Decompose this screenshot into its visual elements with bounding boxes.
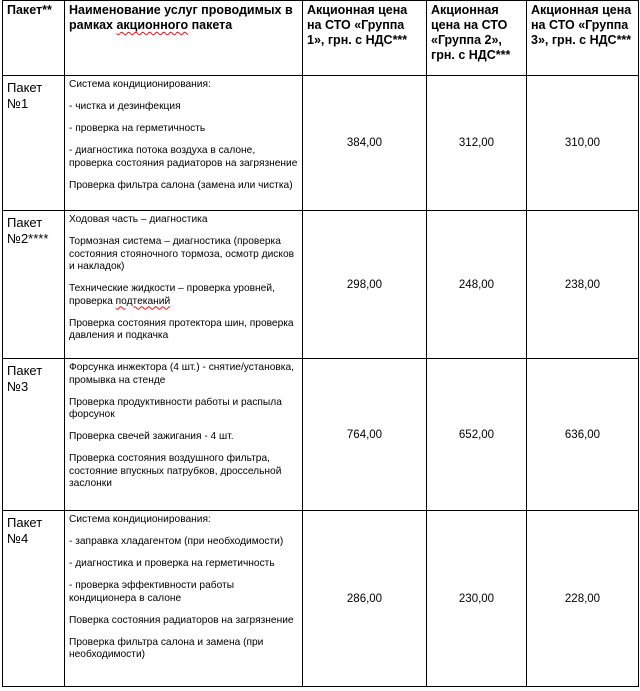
package-name: Пакет №3 — [3, 359, 65, 511]
service-item: Система кондиционирования: — [69, 79, 211, 90]
service-item: Технические жидкости – проверка уровней, проверка подтеканий — [69, 283, 275, 307]
price-table — [2, 0, 639, 687]
service-item: Система кондиционирования: — [69, 514, 211, 525]
package-name: Пакет №1 — [3, 76, 65, 211]
price-group3: 636,00 — [527, 359, 639, 511]
price-group1: 764,00 — [303, 359, 427, 511]
header-services — [65, 1, 303, 76]
service-item: Проверка фильтра салона и замена (при необходимости) — [69, 636, 264, 660]
misspelled-word: подтеканий — [115, 295, 171, 307]
service-item: Поверка состояния радиаторов на загрязнение — [69, 614, 294, 626]
table-row — [3, 211, 639, 359]
service-item: - проверка эффективности работы кондиционера в салоне — [69, 580, 235, 604]
service-item: - диагностика потока воздуха в салоне, проверка состояния радиаторов на загрязнение — [69, 145, 298, 169]
package-services — [65, 359, 303, 511]
service-item: Проверка свечей зажигания - 4 шт. — [69, 431, 234, 442]
price-group2: 312,00 — [427, 76, 527, 211]
price-group3: 228,00 — [527, 511, 639, 687]
package-services — [65, 511, 303, 687]
package-services — [65, 76, 303, 211]
header-price-group3: Акционная цена на СТО «Группа 3», грн. с НДС*** — [527, 1, 639, 76]
price-group1: 384,00 — [303, 76, 427, 211]
service-item: Форсунка инжектора (4 шт.) - снятие/установка, промывка на стенде — [69, 362, 294, 386]
table-row — [3, 359, 639, 511]
package-name: Пакет №4 — [3, 511, 65, 687]
package-services — [65, 211, 303, 359]
service-item: - диагностика и проверка на герметичность — [69, 558, 275, 569]
service-item: Ходовая часть – диагностика — [69, 214, 208, 225]
service-item: Тормозная система – диагностика (проверка состояния стояночного тормоза, осмотр дисков и накладок) — [69, 236, 295, 272]
service-item: - заправка хладагентом (при необходимости) — [69, 536, 284, 547]
price-group1: 286,00 — [303, 511, 427, 687]
price-group3: 238,00 — [527, 211, 639, 359]
header-package: Пакет** — [3, 1, 65, 76]
service-item: Проверка фильтра салона (замена или чистка) — [69, 179, 293, 191]
price-group2: 248,00 — [427, 211, 527, 359]
header-services-pre: Наименование услуг проводимых в рамках — [69, 3, 293, 32]
service-item: - чистка и дезинфекция — [69, 101, 181, 112]
table-row — [3, 76, 639, 211]
header-services-post: пакета — [188, 18, 233, 32]
table-row — [3, 511, 639, 687]
price-group2: 230,00 — [427, 511, 527, 687]
header-row — [3, 1, 639, 76]
header-price-group1: Акционная цена на СТО «Группа 1», грн. с НДС*** — [303, 1, 427, 76]
service-item: - проверка на герметичность — [69, 123, 206, 134]
header-services-misspelled: акционного — [116, 18, 189, 32]
service-item: Проверка состояния воздушного фильтра, состояние впускных патрубков, дроссельной заслонки — [69, 453, 282, 489]
service-item: Проверка продуктивности работы и распыла форсунок — [69, 396, 282, 420]
price-group2: 652,00 — [427, 359, 527, 511]
service-item: Проверка состояния протектора шин, проверка давления и подкачка — [69, 317, 294, 341]
price-group1: 298,00 — [303, 211, 427, 359]
package-name: Пакет №2**** — [3, 211, 65, 359]
price-group3: 310,00 — [527, 76, 639, 211]
header-price-group2: Акционная цена на СТО «Группа 2», грн. с НДС*** — [427, 1, 527, 76]
